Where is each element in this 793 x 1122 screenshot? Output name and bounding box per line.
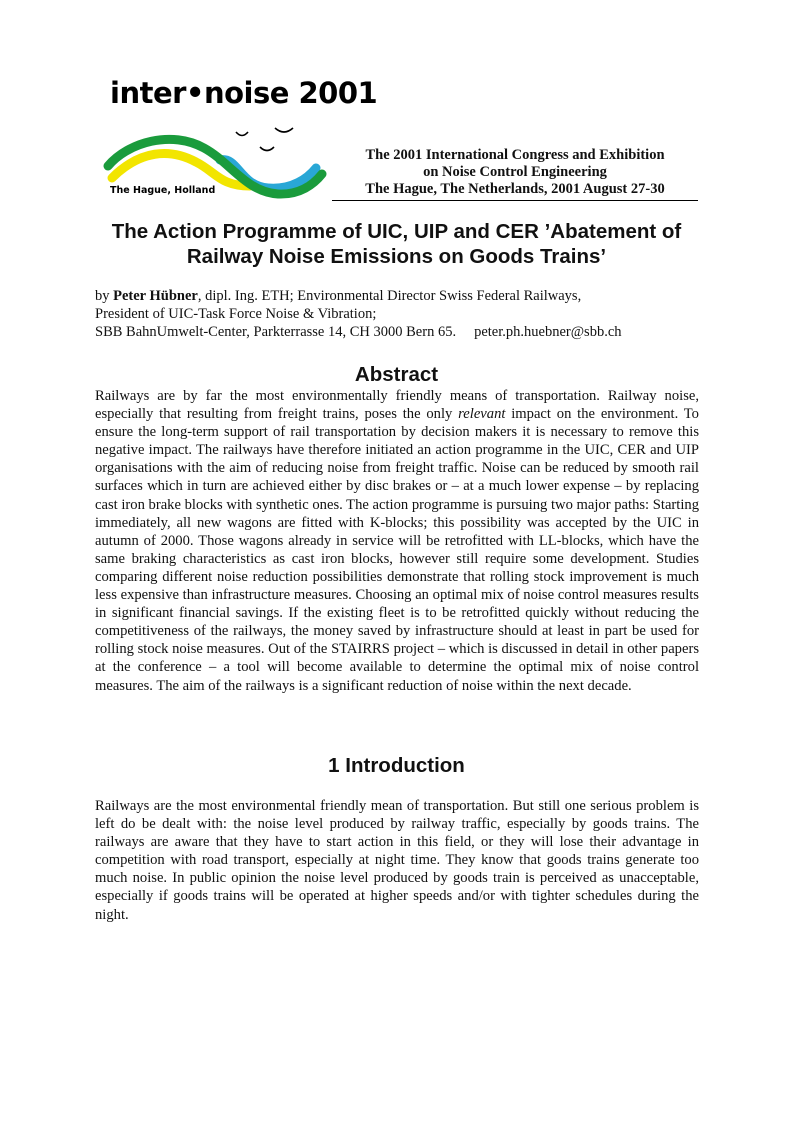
author-name: Peter Hübner	[113, 288, 198, 304]
abstract-heading: Abstract	[354, 363, 439, 386]
paper-title	[80, 219, 713, 269]
byline-line-1	[95, 287, 705, 305]
author-address: SBB BahnUmwelt-Center, Parkterrasse 14, CH 3000 Bern 65.	[95, 324, 457, 340]
smile-mark-1	[236, 132, 248, 136]
conference-line-3: The Hague, The Netherlands, 2001 August 27-30	[365, 181, 665, 197]
conference-line-1: The 2001 International Congress and Exhibition	[365, 147, 665, 163]
byline-line-3	[95, 323, 705, 341]
conference-line-2: on Noise Control Engineering	[423, 164, 607, 180]
abstract-text-before: Railways are by far the most environmentally friendly means of transportation. Railway noise, especially that resulting from freight trains, poses the only	[95, 388, 699, 423]
header-rule	[332, 200, 698, 201]
abstract-text-after: impact on the environment. To ensure the long-term support of rail transportation by decision makers it is necessary to remove this negative impact. The railways have therefore initiated an action programme in the UIC, CER and UIP organisations with the aim of reducing noise from freight traffic. Noise can be reduced by smooth rail surfaces which in turn are achieved either by disc brakes or – at a much lower expense – by replacing cast iron brake blocks with synthetic ones. The action programme is pursuing two major paths: Starting immediately, all new wagons are fitted with K-blocks; this possibility was accepted by the UIC in autumn of 2000. Those wagons already in service will be retrofitted with LL-blocks, which have the same braking characteristics as cast iron blocks, however still require some development. Studies comparing different noise reduction possibilities demonstrate that rolling stock improvement is much less expensive than infrastructure measures. Choosing an optimal mix of noise control measures results in significant financial savings. If the existing fleet is to be retrofitted quickly without reducing the competitiveness of the railways, the money saved by infrastructure should at least in part be used for rolling stock noise measures. Out of the STAIRRS project – which is discussed in detail in other papers at the conference – a tool will become available to determine the optimal mix of noise control measures. The aim of the railways is a significant reduction of noise within the next decade.	[95, 406, 699, 694]
author-role: President of UIC-Task Force Noise & Vibration;	[95, 306, 377, 322]
paper-title-line-2: Railway Noise Emissions on Goods Trains’	[186, 245, 607, 268]
abstract-text	[95, 387, 699, 695]
logo-place: The Hague, Holland	[110, 185, 216, 196]
introduction-heading: 1 Introduction	[328, 754, 465, 777]
smile-mark-2	[275, 128, 293, 132]
abstract-emphasis: relevant	[458, 406, 506, 423]
paper-title-line-1: The Action Programme of UIC, UIP and CER ’Abatement of	[111, 220, 682, 243]
author-email[interactable]: peter.ph.huebner@sbb.ch	[474, 324, 622, 340]
author-byline	[95, 287, 705, 341]
byline-prefix: by	[95, 288, 110, 304]
author-affiliation: , dipl. Ing. ETH; Environmental Director Swiss Federal Railways,	[197, 288, 582, 304]
logo-title: inter•noise 2001	[110, 76, 378, 110]
conference-info	[340, 147, 690, 198]
conference-logo	[100, 74, 378, 204]
introduction-text: Railways are the most environmental friendly mean of transportation. But still one serious problem is left do be dealt with: the noise level produced by railway traffic, especially by goods trains. The railways are aware that they have to start action in this field, or they will lose their advantage in competition with road transport, especially at night time. They know that goods trains generate too much noise. In public opinion the noise level produced by goods train is perceived as unacceptable, especially if goods trains will be operated at higher speeds and/or with tighter schedules during the night.	[95, 798, 699, 923]
smile-mark-3	[260, 147, 274, 151]
